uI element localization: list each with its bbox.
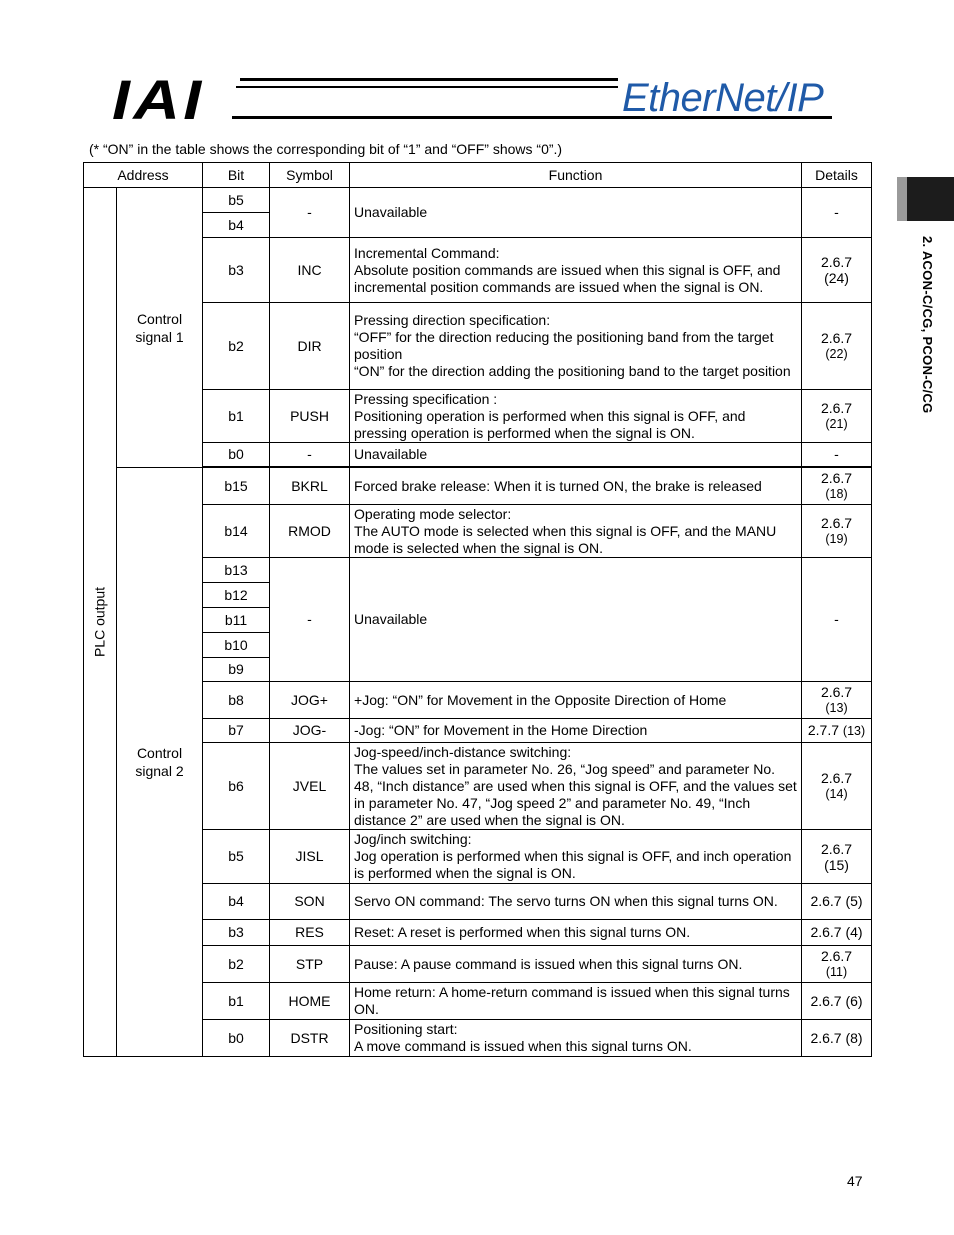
table-row <box>84 920 872 946</box>
symbol-cell: RES <box>270 920 350 946</box>
details-section: 2.6.7 <box>820 470 853 486</box>
details-cell <box>802 303 872 390</box>
details-item: (15) <box>824 856 849 873</box>
symbol-cell: INC <box>270 238 350 303</box>
symbol-cell: JOG+ <box>270 682 350 719</box>
function-heading: Pressing direction specification: <box>354 312 551 328</box>
header-address: Address <box>84 163 203 188</box>
bit-cell: b11 <box>203 608 270 633</box>
symbol-cell: SON <box>270 884 350 920</box>
function-text: +Jog: “ON” for Movement in the Opposite Direction of Home <box>354 691 727 708</box>
table-row <box>84 1020 872 1057</box>
details-item: (13) <box>842 723 866 738</box>
details-cell: 2.6.7 (8) <box>802 1020 872 1057</box>
table-header-row <box>84 163 872 188</box>
symbol-cell: STP <box>270 946 350 983</box>
bit-cell: b0 <box>203 443 270 467</box>
details-item: (19) <box>825 532 848 546</box>
function-text: Servo ON command: The servo turns ON when this signal turns ON. <box>354 893 778 909</box>
function-cell <box>350 1020 802 1057</box>
symbol-cell: JOG- <box>270 719 350 743</box>
iai-logo: IAI <box>112 68 205 131</box>
details-item: (24) <box>824 270 849 286</box>
page-number: 47 <box>847 1173 863 1189</box>
header-rule-top <box>240 78 618 81</box>
bit-cell: b0 <box>203 1020 270 1057</box>
plc-output-label: PLC output <box>91 586 108 658</box>
function-text: Unavailable <box>354 611 428 627</box>
function-text: A move command is issued when this signal turns ON. <box>354 1038 692 1054</box>
table-row <box>84 558 872 583</box>
function-heading: Operating mode selector: <box>354 505 512 522</box>
table-row <box>84 983 872 1020</box>
details-section: 2.6.7 <box>820 840 853 857</box>
details-cell <box>802 238 872 303</box>
function-cell <box>350 884 802 920</box>
details-cell <box>802 390 872 443</box>
table-row <box>84 443 872 467</box>
header-rule-middle <box>236 86 618 88</box>
symbol-cell: PUSH <box>270 390 350 443</box>
function-cell <box>350 920 802 946</box>
function-text: Positioning operation is performed when this signal is OFF, and pressing operation is performed when the signal is ON. <box>354 407 746 441</box>
function-heading: Positioning start: <box>354 1021 458 1037</box>
function-text: Absolute position commands are issued when this signal is OFF, and incremental position commands are issued when the signal is ON. <box>354 261 781 295</box>
function-cell <box>350 303 802 390</box>
symbol-cell: - <box>270 558 350 682</box>
table-row <box>84 719 872 743</box>
table-row <box>84 830 872 884</box>
symbol-cell: RMOD <box>270 505 350 558</box>
table-row <box>84 303 872 390</box>
chapter-tab-edge <box>897 177 907 221</box>
function-heading: Jog-speed/inch-distance switching: <box>354 743 572 760</box>
function-cell <box>350 505 802 558</box>
table-note: (* “ON” in the table shows the corresponding bit of “1” and “OFF” shows “0”.) <box>89 141 563 157</box>
details-cell <box>802 719 872 743</box>
function-text: Pause: A pause command is issued when this signal turns ON. <box>354 955 743 972</box>
bit-cell: b12 <box>203 583 270 608</box>
details-cell: 2.6.7 (5) <box>802 884 872 920</box>
details-section: 2.6.7 <box>820 254 853 270</box>
table-row <box>84 743 872 830</box>
function-text: Home return: A home-return command is issued when this signal turns ON. <box>354 984 790 1017</box>
bit-cell: b13 <box>203 558 270 583</box>
details-cell <box>802 505 872 558</box>
bit-cell: b2 <box>203 303 270 390</box>
details-section: 2.6.7 <box>820 515 853 531</box>
function-cell <box>350 830 802 884</box>
function-text: Jog operation is performed when this signal is OFF, and inch operation is performed when the signal is ON. <box>354 848 792 881</box>
function-text: The AUTO mode is selected when this signal is OFF, and the MANU mode is selected when the signal is ON. <box>354 522 777 556</box>
details-section: 2.6.7 <box>820 330 853 346</box>
table-row <box>84 505 872 558</box>
symbol-cell: DIR <box>270 303 350 390</box>
function-cell <box>350 238 802 303</box>
details-section: 2.6.7 <box>820 400 853 416</box>
details-section: 2.7.7 <box>807 721 840 738</box>
function-text: “OFF” for the direction reducing the positioning band from the target position <box>354 329 774 362</box>
function-heading: Pressing specification : <box>354 390 498 407</box>
function-text: Unavailable <box>354 204 428 220</box>
function-cell <box>350 443 802 467</box>
bit-cell: b5 <box>203 188 270 213</box>
table-row <box>84 468 872 505</box>
table-row <box>84 390 872 443</box>
bit-cell: b7 <box>203 719 270 743</box>
symbol-cell: DSTR <box>270 1020 350 1057</box>
details-cell <box>802 468 872 505</box>
function-cell <box>350 743 802 830</box>
function-cell <box>350 719 802 743</box>
function-cell <box>350 682 802 719</box>
details-cell: 2.6.7 (6) <box>802 983 872 1020</box>
details-item: (11) <box>825 965 848 979</box>
symbol-cell: - <box>270 443 350 467</box>
function-cell <box>350 983 802 1020</box>
symbol-cell: BKRL <box>270 468 350 505</box>
group-control-signal-2: Control signal 2 <box>117 468 203 1057</box>
header-details: Details <box>802 163 872 188</box>
details-cell <box>802 830 872 884</box>
function-heading: Jog/inch switching: <box>354 831 472 847</box>
function-text: “ON” for the direction adding the positioning band to the target position <box>354 363 791 379</box>
bit-cell: b3 <box>203 238 270 303</box>
bit-cell: b10 <box>203 633 270 658</box>
bit-cell: b15 <box>203 468 270 505</box>
details-cell <box>802 946 872 983</box>
details-item: (13) <box>825 701 848 715</box>
details-item: (18) <box>825 487 848 501</box>
details-cell: - <box>802 558 872 682</box>
symbol-cell: HOME <box>270 983 350 1020</box>
details-section: 2.6.7 <box>820 684 853 700</box>
function-cell <box>350 468 802 505</box>
function-cell <box>350 390 802 443</box>
chapter-tab <box>907 177 954 221</box>
details-section: 2.6.7 <box>820 948 853 964</box>
symbol-cell: JVEL <box>270 743 350 830</box>
table-row <box>84 946 872 983</box>
details-cell <box>802 682 872 719</box>
function-text: Unavailable <box>354 446 428 462</box>
details-cell: - <box>802 188 872 238</box>
bit-cell: b6 <box>203 743 270 830</box>
details-item: (21) <box>825 417 848 431</box>
bit-cell: b3 <box>203 920 270 946</box>
symbol-cell: JISL <box>270 830 350 884</box>
table-row <box>84 884 872 920</box>
bit-cell: b9 <box>203 658 270 682</box>
function-cell <box>350 558 802 682</box>
details-section: 2.6.7 <box>820 770 853 786</box>
group-control-signal-1: Control signal 1 <box>117 188 203 468</box>
bit-cell: b5 <box>203 830 270 884</box>
function-text: Reset: A reset is performed when this signal turns ON. <box>354 924 691 940</box>
function-cell <box>350 188 802 238</box>
details-cell: - <box>802 443 872 467</box>
bit-cell: b8 <box>203 682 270 719</box>
bit-cell: b14 <box>203 505 270 558</box>
chapter-title: 2. ACON-C/CG, PCON-C/CG <box>920 236 935 414</box>
function-text: Forced brake release: When it is turned ON, the brake is released <box>354 477 762 494</box>
function-cell <box>350 946 802 983</box>
bit-cell: b2 <box>203 946 270 983</box>
symbol-cell: - <box>270 188 350 238</box>
table-row <box>84 188 872 213</box>
bit-cell: b4 <box>203 213 270 238</box>
bit-cell: b1 <box>203 983 270 1020</box>
header-function: Function <box>350 163 802 188</box>
table-row <box>84 238 872 303</box>
signal-table <box>83 162 872 1057</box>
bit-cell: b4 <box>203 884 270 920</box>
header-bit: Bit <box>203 163 270 188</box>
details-cell: 2.6.7 (4) <box>802 920 872 946</box>
function-heading: Incremental Command: <box>354 244 500 261</box>
details-cell <box>802 743 872 830</box>
ethernet-ip-logo: EtherNet/IP <box>622 76 824 120</box>
table-row <box>84 682 872 719</box>
function-text: -Jog: “ON” for Movement in the Home Direction <box>354 722 648 738</box>
plc-output-cell <box>84 188 117 1057</box>
function-text: The values set in parameter No. 26, “Jog speed” and parameter No. 48, “Inch distance” are used when this signal is OFF, and the values set in parameter No. 47, “Jog speed 2” and parameter No. 49, “Inch distance 2” are used when the signal is ON. <box>354 760 797 828</box>
details-item: (14) <box>825 787 848 801</box>
header-symbol: Symbol <box>270 163 350 188</box>
bit-cell: b1 <box>203 390 270 443</box>
details-item: (22) <box>825 347 848 361</box>
